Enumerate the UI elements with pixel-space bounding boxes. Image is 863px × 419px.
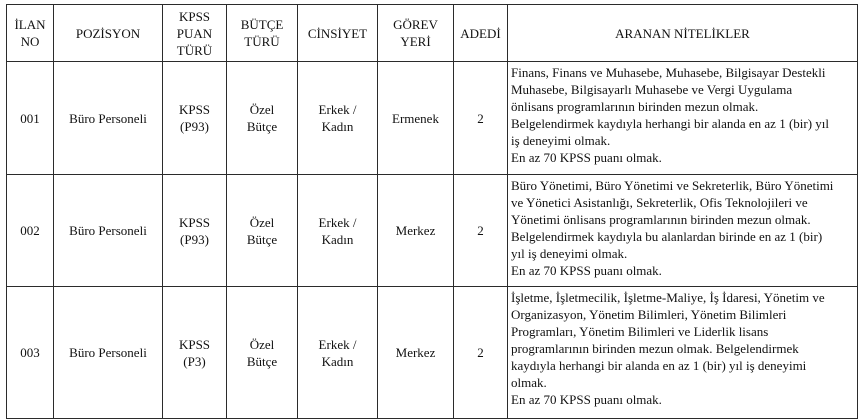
header-gorev-line2: YERİ (400, 34, 431, 49)
header-aranan-nitelikler-label: ARANAN NİTELİKLER (615, 25, 750, 41)
qualification-line: Programları, Yönetim Bilimleri ve Liderlik lisans (511, 324, 769, 339)
table-header-row (7, 5, 858, 62)
cell-butce (227, 175, 298, 287)
cell-aranan-nitelikler (508, 287, 858, 419)
header-ilan-no-line2: NO (20, 34, 40, 49)
header-butce-line1: BÜTÇE (240, 17, 284, 32)
cell-pozisyon: Büro Personeli (54, 175, 163, 287)
cell-adedi: 2 (454, 62, 508, 175)
qualification-line: İşletme, İşletmecilik, İşletme-Maliye, İş İdaresi, Yönetim ve (511, 290, 825, 305)
cell-kpss (163, 62, 227, 175)
qualification-line: iş deneyimi olmak. (511, 133, 611, 148)
qualification-line: önlisans programlarının birinden mezun olmak. (511, 99, 759, 114)
qualification-line: Belgelendirmek kaydıyla bu alanlardan birinde en az 1 (bir) (511, 229, 823, 244)
cell-pozisyon: Büro Personeli (54, 62, 163, 175)
qualification-line: Yönetimi önlisans programlarının birinden mezun olmak. (511, 212, 811, 227)
qualification-line: Organizasyon, Yönetim Bilimleri, Yönetim Bilimleri (511, 307, 787, 322)
header-pozisyon-label: POZİSYON (75, 25, 141, 41)
qualification-line: En az 70 KPSS puanı olmak. (511, 263, 662, 278)
table-row (7, 175, 858, 287)
cell-aranan-nitelikler (508, 62, 858, 175)
header-adedi-label: ADEDİ (460, 25, 501, 41)
cell-kpss-line1: KPSS (178, 102, 211, 117)
cell-kpss-line1: KPSS (178, 214, 211, 230)
header-gorev-line1: GÖREV (393, 17, 438, 32)
qualification-line: olmak. (511, 375, 547, 390)
cell-cinsiyet-line1: Erkek / (318, 336, 357, 352)
job-listing-sheet (6, 4, 857, 419)
job-listing-table (6, 4, 858, 419)
cell-butce-line1: Özel (249, 214, 275, 230)
table-row (7, 287, 858, 419)
cell-ilan-no: 001 (7, 62, 54, 175)
cell-kpss-line1: KPSS (178, 336, 211, 352)
cell-butce-line2: Bütçe (246, 231, 278, 247)
cell-ilan-no: 003 (7, 287, 54, 419)
table-row (7, 62, 858, 175)
qualification-line: Finans, Finans ve Muhasebe, Muhasebe, Bilgisayar Destekli (511, 65, 826, 80)
header-ilan-no-line1: İLAN (14, 17, 46, 32)
qualification-line: yıl iş deneyimi olmak. (511, 246, 628, 261)
header-butce-turu (227, 5, 298, 62)
header-aranan-nitelikler (508, 5, 858, 62)
cell-cinsiyet (298, 62, 378, 175)
header-adedi (454, 5, 508, 62)
cell-cinsiyet-line1: Erkek / (318, 102, 357, 117)
header-ilan-no (7, 5, 54, 62)
header-kpss-line3: TÜRÜ (176, 42, 213, 58)
header-butce-line2: TÜRÜ (244, 34, 280, 49)
cell-gorev-yeri: Ermenek (378, 62, 454, 175)
cell-butce (227, 62, 298, 175)
header-cinsiyet (298, 5, 378, 62)
cell-adedi: 2 (454, 287, 508, 419)
qualification-line: Büro Yönetimi, Büro Yönetimi ve Sekreterlik, Büro Yönetimi (511, 178, 834, 193)
cell-kpss (163, 287, 227, 419)
cell-kpss (163, 175, 227, 287)
cell-butce-line1: Özel (249, 336, 275, 352)
cell-cinsiyet-line2: Kadın (321, 231, 354, 247)
header-pozisyon (54, 5, 163, 62)
cell-ilan-no: 002 (7, 175, 54, 287)
qualification-line: kaydıyla herhangi bir alanda en az 1 (bir) yıl iş deneyimi (511, 358, 807, 373)
qualification-line: programlarının birinden mezun olmak. Belgelendirmek (511, 341, 799, 356)
cell-cinsiyet-line2: Kadın (321, 119, 354, 134)
header-kpss-puan-turu (163, 5, 227, 62)
cell-cinsiyet (298, 287, 378, 419)
cell-butce-line2: Bütçe (246, 119, 278, 134)
header-kpss-line1: KPSS (178, 8, 211, 24)
cell-kpss-line2: (P3) (183, 353, 206, 369)
cell-cinsiyet (298, 175, 378, 287)
header-gorev-yeri (378, 5, 454, 62)
cell-butce-line1: Özel (249, 102, 275, 117)
cell-cinsiyet-line2: Kadın (321, 353, 354, 369)
header-kpss-line2: PUAN (176, 25, 213, 41)
cell-aranan-nitelikler (508, 175, 858, 287)
cell-kpss-line2: (P93) (180, 119, 209, 134)
qualification-line: En az 70 KPSS puanı olmak. (511, 150, 662, 165)
cell-gorev-yeri: Merkez (378, 287, 454, 419)
cell-gorev-yeri: Merkez (378, 175, 454, 287)
qualification-line: Belgelendirmek kaydıyla herhangi bir alanda en az 1 (bir) yıl (511, 116, 830, 131)
cell-adedi: 2 (454, 175, 508, 287)
qualification-line: En az 70 KPSS puanı olmak. (511, 392, 662, 407)
cell-butce-line2: Bütçe (246, 353, 278, 369)
qualification-line: Muhasebe, Bilgisayarlı Muhasebe ve Vergi Uygulama (511, 82, 793, 97)
cell-butce (227, 287, 298, 419)
header-cinsiyet-label: CİNSİYET (307, 25, 368, 41)
cell-pozisyon: Büro Personeli (54, 287, 163, 419)
qualification-line: ve Yönetici Asistanlığı, Sekreterlik, Ofis Teknolojileri ve (511, 195, 808, 210)
cell-kpss-line2: (P93) (180, 231, 209, 247)
cell-cinsiyet-line1: Erkek / (318, 214, 357, 230)
